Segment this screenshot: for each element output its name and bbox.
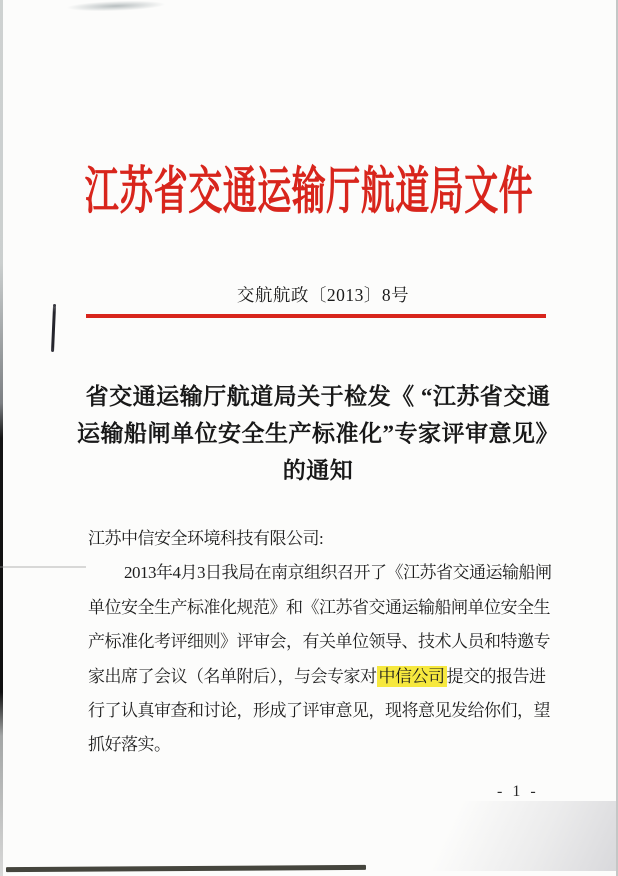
red-divider-line: [86, 314, 546, 318]
body-text: 家出席了会议（名单附后），与会专家对: [88, 666, 377, 686]
scan-bottom-edge: [6, 865, 366, 872]
body-line: [88, 625, 554, 659]
body-line: [88, 660, 554, 694]
document-title-line: 省交通运输厅航道局关于检发《 “江苏省交通: [85, 384, 551, 409]
body-text: 江苏中信安全环境科技有限公司:: [88, 529, 324, 548]
body-text: 单位安全生产标准化规范》和《江苏省交通运输船闸单位安全生: [88, 597, 550, 617]
document-title-line: 的通知: [282, 458, 354, 483]
scan-smudge: [66, 0, 166, 13]
recipient-line: [88, 522, 554, 556]
page-number: - 1 -: [497, 783, 539, 800]
body-text: 提交的报告进: [446, 666, 546, 686]
body-line: [88, 728, 554, 762]
document-title: [64, 378, 572, 489]
body-text: 产标准化考评细则》评审会，有关单位领导、技术人员和特邀专: [88, 632, 550, 652]
paper-fold-mark: [0, 566, 86, 568]
letterhead-title: 江苏省交通运输厅航道局文件: [84, 165, 534, 221]
document-body: [88, 522, 554, 763]
body-text: 抓好落实。: [88, 735, 171, 755]
body-text: 2013年4月3日我局在南京组织召开了《江苏省交通运输船闸: [124, 563, 552, 583]
highlighted-text: 中信公司: [378, 666, 445, 686]
document-number: 交航航政〔2013〕8号: [236, 285, 410, 305]
body-line: [88, 694, 554, 728]
document-title-line: 运输船闸单位安全生产标准化”专家评审意见》: [77, 421, 559, 446]
scan-corner-shadow: [336, 801, 616, 871]
pen-mark: [51, 306, 56, 352]
body-text: 行了认真审查和讨论，形成了评审意见，现将意见发给你们，望: [88, 701, 550, 721]
body-line: [88, 591, 554, 625]
body-line: [88, 556, 554, 590]
scan-left-edge: [0, 0, 3, 876]
